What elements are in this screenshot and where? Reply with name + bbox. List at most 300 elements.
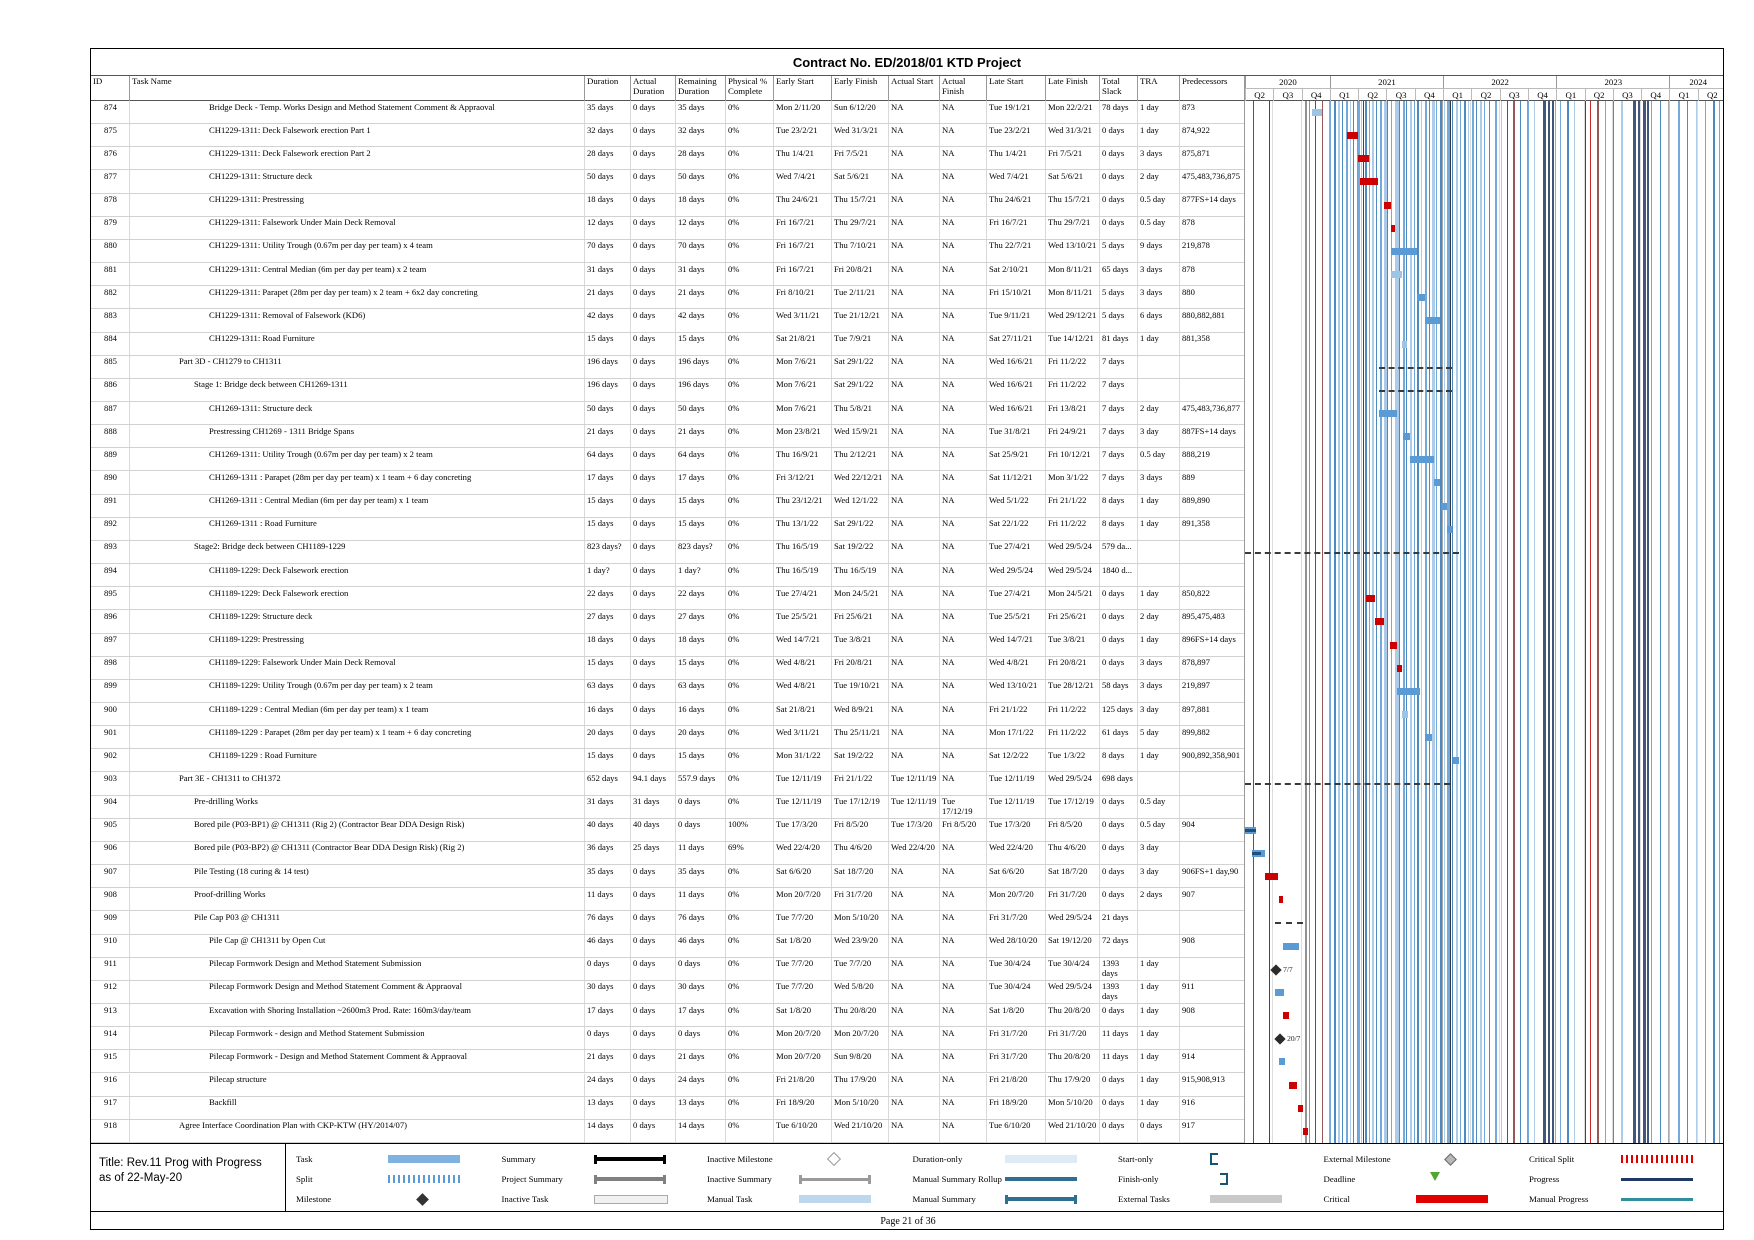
- task-name-cell: Pile Cap P03 @ CH1311: [129, 911, 584, 933]
- cell-id: 917: [104, 1097, 117, 1108]
- cell-d: 70 days: [584, 240, 630, 262]
- task-name-cell: Pilecap Formwork - design and Method Statement Submission: [129, 1027, 584, 1049]
- cell-ls: Tue 27/4/21: [986, 587, 1045, 609]
- cell-p: 0%: [725, 726, 773, 748]
- cell-ef: Fri 20/8/21: [831, 657, 888, 679]
- deadline-legend-swatch: [1430, 1172, 1440, 1186]
- cell-af: NA: [939, 147, 986, 169]
- cell-d: 18 days: [584, 194, 630, 216]
- cell-ls: Fri 15/10/21: [986, 286, 1045, 308]
- cell-ef: Thu 5/8/21: [831, 402, 888, 424]
- cell-af: NA: [939, 402, 986, 424]
- cell-p: 0%: [725, 680, 773, 702]
- cell-ad: 0 days: [630, 1074, 675, 1096]
- cell-p: 0%: [725, 657, 773, 679]
- cell-d: 196 days: [584, 379, 630, 401]
- cell-id: 879: [104, 217, 117, 228]
- gantt-link-line: [1548, 101, 1550, 1143]
- cell-tra: 3 day: [1137, 842, 1179, 864]
- cell-p: 0%: [725, 587, 773, 609]
- cell-p: 100%: [725, 819, 773, 841]
- cell-ef: Wed 12/1/22: [831, 495, 888, 517]
- cell-d: 42 days: [584, 309, 630, 331]
- table-row: [91, 865, 1244, 888]
- cell-lf: Mon 8/11/21: [1045, 286, 1099, 308]
- table-row: [91, 425, 1244, 448]
- cell-rd: 31 days: [675, 263, 725, 285]
- cell-af: NA: [939, 1050, 986, 1072]
- cell-ts: 8 days: [1099, 749, 1137, 771]
- cell-as: NA: [888, 703, 939, 725]
- cell-ls: Tue 25/5/21: [986, 610, 1045, 632]
- cell-ef: Mon 5/10/20: [831, 911, 888, 933]
- cell-ls: Fri 18/9/20: [986, 1097, 1045, 1119]
- cell-rd: 18 days: [675, 194, 725, 216]
- cell-lf: Wed 29/5/24: [1045, 772, 1099, 794]
- task-name-cell: Part 3E - CH1311 to CH1372: [129, 772, 584, 794]
- cell-ef: Thu 17/9/20: [831, 1074, 888, 1096]
- legend-items: [286, 1144, 1724, 1212]
- gantt-bar-task: [1312, 109, 1323, 116]
- cell-es: Mon 23/8/21: [773, 425, 831, 447]
- cell-tra: 0.5 day: [1137, 217, 1179, 239]
- gantt-bar-critical: [1279, 896, 1282, 903]
- cell-lf: Fri 11/2/22: [1045, 379, 1099, 401]
- cell-d: 823 days?: [584, 541, 630, 563]
- table-row: [91, 101, 1244, 124]
- cell-tra: 1 day: [1137, 1004, 1179, 1026]
- cell-lf: Mon 8/11/21: [1045, 263, 1099, 285]
- cell-d: 35 days: [584, 101, 630, 123]
- cell-d: 15 days: [584, 657, 630, 679]
- table-row: [91, 286, 1244, 309]
- column-header-ts: Total Slack: [1099, 76, 1137, 101]
- cell-es: Tue 12/11/19: [773, 772, 831, 794]
- cell-ef: Fri 21/1/22: [831, 772, 888, 794]
- cell-id: 911: [104, 958, 117, 969]
- cell-lf: Fri 31/7/20: [1045, 1027, 1099, 1049]
- table-row: [91, 495, 1244, 518]
- cell-d: 50 days: [584, 402, 630, 424]
- cell-lf: Mon 3/1/22: [1045, 471, 1099, 493]
- cell-as: NA: [888, 749, 939, 771]
- cell-as: NA: [888, 1074, 939, 1096]
- legend-item: [1108, 1169, 1314, 1189]
- cell-es: Mon 20/7/20: [773, 1027, 831, 1049]
- cell-tra: 0 days: [1137, 1120, 1179, 1142]
- cell-as: NA: [888, 448, 939, 470]
- cell-tra: 3 days: [1137, 657, 1179, 679]
- cell-ef: Thu 15/7/21: [831, 194, 888, 216]
- table-row: [91, 1004, 1244, 1027]
- table-row: [91, 170, 1244, 193]
- cell-af: NA: [939, 356, 986, 378]
- cell-pr: 887FS+14 days: [1179, 425, 1244, 447]
- cell-rd: 24 days: [675, 1074, 725, 1096]
- cell-tra: 1 day: [1137, 495, 1179, 517]
- cell-ts: 698 days: [1099, 772, 1137, 794]
- cell-ad: 0 days: [630, 309, 675, 331]
- cell-as: NA: [888, 657, 939, 679]
- gantt-link-line: [1574, 101, 1575, 1143]
- cell-pr: 219,897: [1179, 680, 1244, 702]
- gantt-link-line: [1417, 101, 1419, 1143]
- cell-ad: 0 days: [630, 101, 675, 123]
- cell-es: Fri 3/12/21: [773, 471, 831, 493]
- legend-column: [697, 1144, 903, 1212]
- cell-lf: Mon 22/2/21: [1045, 101, 1099, 123]
- cell-tra: [1137, 541, 1179, 563]
- cell-ef: Tue 7/9/21: [831, 333, 888, 355]
- table-row: [91, 657, 1244, 680]
- task-name-cell: CH1229-1311: Deck Falsework erection Part 2: [129, 147, 584, 169]
- gantt-bar-task: [1417, 294, 1425, 301]
- cell-ts: 65 days: [1099, 263, 1137, 285]
- cell-es: Wed 7/4/21: [773, 170, 831, 192]
- cell-es: Sat 21/8/21: [773, 703, 831, 725]
- cell-p: 0%: [725, 1120, 773, 1142]
- cell-pr: 899,882: [1179, 726, 1244, 748]
- table-row: [91, 263, 1244, 286]
- cell-es: Mon 31/1/22: [773, 749, 831, 771]
- cell-as: NA: [888, 958, 939, 980]
- cell-ts: 7 days: [1099, 471, 1137, 493]
- cell-es: Mon 7/6/21: [773, 402, 831, 424]
- timeline-quarter-label: Q4: [1415, 88, 1443, 101]
- cell-pr: 889,890: [1179, 495, 1244, 517]
- cell-d: 76 days: [584, 911, 630, 933]
- task-name-cell: Proof-drilling Works: [129, 888, 584, 910]
- cell-ef: Sat 29/1/22: [831, 356, 888, 378]
- cell-lf: Fri 11/2/22: [1045, 356, 1099, 378]
- legend-item: [1519, 1169, 1724, 1189]
- cell-id: 898: [104, 657, 117, 668]
- cell-ad: 0 days: [630, 587, 675, 609]
- cell-tra: 0.5 day: [1137, 796, 1179, 818]
- gantt-bar-critical: [1303, 1128, 1308, 1135]
- cell-p: 0%: [725, 935, 773, 957]
- table-row: [91, 680, 1244, 703]
- cell-d: 36 days: [584, 842, 630, 864]
- task-name-cell: CH1229-1311: Road Furniture: [129, 333, 584, 355]
- gantt-link-line: [1440, 101, 1442, 1143]
- cell-id: 882: [104, 286, 117, 297]
- cell-id: 916: [104, 1074, 117, 1084]
- cell-rd: 21 days: [675, 425, 725, 447]
- cell-af: NA: [939, 958, 986, 980]
- timeline-gridline: [1272, 101, 1273, 1143]
- cell-lf: Tue 28/12/21: [1045, 680, 1099, 702]
- cell-af: Fri 8/5/20: [939, 819, 986, 841]
- cell-as: NA: [888, 471, 939, 493]
- cell-es: Tue 23/2/21: [773, 124, 831, 146]
- task-name-cell: Backfill: [129, 1097, 584, 1119]
- cell-as: NA: [888, 425, 939, 447]
- cell-es: Sat 1/8/20: [773, 1004, 831, 1026]
- gantt-link-line: [1421, 101, 1422, 1143]
- cell-ad: 0 days: [630, 518, 675, 540]
- legend-item-label: Manual Summary Rollup: [912, 1174, 1002, 1184]
- cell-ls: Wed 7/4/21: [986, 170, 1045, 192]
- cell-p: 0%: [725, 865, 773, 887]
- cell-p: 0%: [725, 958, 773, 980]
- table-row: [91, 981, 1244, 1004]
- cell-pr: [1179, 772, 1244, 794]
- cell-pr: [1179, 1027, 1244, 1049]
- report-title-block: [91, 1144, 286, 1212]
- cell-d: 652 days: [584, 772, 630, 794]
- gantt-summary-bar: [1245, 783, 1450, 785]
- cell-es: Fri 16/7/21: [773, 240, 831, 262]
- gantt-link-line: [1342, 101, 1343, 1143]
- cell-es: Sat 6/6/20: [773, 865, 831, 887]
- cell-ad: 0 days: [630, 1120, 675, 1142]
- cell-id: 918: [104, 1120, 117, 1131]
- gantt-bar-task: [1425, 734, 1432, 741]
- gantt-link-line: [1468, 101, 1469, 1143]
- split-legend-swatch: [388, 1175, 460, 1183]
- cell-pr: 914: [1179, 1050, 1244, 1072]
- legend-item: [286, 1169, 492, 1189]
- cell-af: NA: [939, 333, 986, 355]
- cell-d: 50 days: [584, 170, 630, 192]
- gantt-link-line: [1425, 101, 1427, 1143]
- cell-lf: Fri 31/7/20: [1045, 888, 1099, 910]
- cell-ts: 0 days: [1099, 1004, 1137, 1026]
- cell-ls: Fri 31/7/20: [986, 911, 1045, 933]
- legend-item-label: Summary: [501, 1154, 536, 1164]
- cell-af: NA: [939, 634, 986, 656]
- cell-ls: Sat 11/12/21: [986, 471, 1045, 493]
- legend-item-label: Milestone: [296, 1194, 332, 1204]
- cell-rd: 196 days: [675, 356, 725, 378]
- cell-as: NA: [888, 587, 939, 609]
- cell-ts: 11 days: [1099, 1027, 1137, 1049]
- cell-ls: Sat 2/10/21: [986, 263, 1045, 285]
- cell-pr: 897,881: [1179, 703, 1244, 725]
- task-name-cell: Agree Interface Coordination Plan with CKP-KTW (HY/2014/07): [129, 1120, 584, 1142]
- cell-rd: 557.9 days: [675, 772, 725, 794]
- cell-as: NA: [888, 634, 939, 656]
- cell-pr: [1179, 842, 1244, 864]
- cell-ad: 0 days: [630, 402, 675, 424]
- gantt-link-line: [1403, 101, 1405, 1143]
- cell-ad: 0 days: [630, 217, 675, 239]
- gantt-bar-task: [1245, 827, 1256, 834]
- timeline-gridline: [1442, 101, 1443, 1143]
- cell-p: 0%: [725, 448, 773, 470]
- legend-item-label: Inactive Task: [501, 1194, 549, 1204]
- cell-id: 886: [104, 379, 117, 390]
- cell-tra: 2 days: [1137, 888, 1179, 910]
- task-name-cell: Bored pile (P03-BP2) @ CH1311 (Contractor Bear DDA Design Risk) (Rig 2): [129, 842, 584, 864]
- cell-ls: Sat 12/2/22: [986, 749, 1045, 771]
- cell-es: Tue 7/7/20: [773, 981, 831, 1003]
- gantt-link-line: [1501, 101, 1502, 1143]
- cell-id: 893: [104, 541, 117, 552]
- cell-p: 0%: [725, 1074, 773, 1096]
- cell-ef: Sat 18/7/20: [831, 865, 888, 887]
- gantt-link-line: [1450, 101, 1451, 1143]
- legend-item-label: Inactive Summary: [707, 1174, 772, 1184]
- cell-p: 0%: [725, 379, 773, 401]
- cell-ls: Tue 12/11/19: [986, 796, 1045, 818]
- cell-d: 40 days: [584, 819, 630, 841]
- cell-p: 0%: [725, 217, 773, 239]
- column-header-id: ID: [93, 76, 103, 86]
- cell-ad: 25 days: [630, 842, 675, 864]
- cell-ad: 0 days: [630, 147, 675, 169]
- cell-af: NA: [939, 286, 986, 308]
- cell-id: 890: [104, 471, 117, 482]
- cell-pr: 906FS+1 day,90: [1179, 865, 1244, 887]
- cell-pr: 907: [1179, 888, 1244, 910]
- gantt-link-line: [1705, 101, 1706, 1143]
- table-row: [91, 379, 1244, 402]
- cell-rd: 17 days: [675, 1004, 725, 1026]
- legend-item-label: External Tasks: [1118, 1194, 1170, 1204]
- table-row: [91, 147, 1244, 170]
- cell-p: 0%: [725, 124, 773, 146]
- cell-p: 0%: [725, 425, 773, 447]
- cell-id: 895: [104, 587, 117, 598]
- gantt-link-line: [1414, 101, 1415, 1143]
- timeline-year-label: 2020: [1245, 76, 1330, 88]
- task-name-cell: CH1189-1229: Prestressing: [129, 634, 584, 656]
- cell-ef: Tue 17/12/19: [831, 796, 888, 818]
- cell-ef: Tue 7/7/20: [831, 958, 888, 980]
- cell-as: NA: [888, 147, 939, 169]
- cell-ef: Fri 7/5/21: [831, 147, 888, 169]
- cell-id: 914: [104, 1027, 117, 1038]
- task-name-cell: Pre-drilling Works: [129, 796, 584, 818]
- table-row: [91, 610, 1244, 633]
- cell-ef: Wed 23/9/20: [831, 935, 888, 957]
- table-row: [91, 1074, 1244, 1097]
- cell-af: NA: [939, 772, 986, 794]
- cell-lf: Fri 13/8/21: [1045, 402, 1099, 424]
- cell-ts: 8 days: [1099, 495, 1137, 517]
- cell-pr: 895,475,483: [1179, 610, 1244, 632]
- cell-pr: 877FS+14 days: [1179, 194, 1244, 216]
- cell-ls: Thu 24/6/21: [986, 194, 1045, 216]
- cell-es: Fri 8/10/21: [773, 286, 831, 308]
- cell-as: NA: [888, 911, 939, 933]
- cell-lf: Wed 13/10/21: [1045, 240, 1099, 262]
- crit-split-legend-swatch: [1621, 1155, 1693, 1163]
- gantt-summary-bar: [1379, 367, 1452, 369]
- gantt-bar-task: [1441, 503, 1447, 510]
- table-row: [91, 124, 1244, 147]
- gantt-link-line: [1651, 101, 1652, 1143]
- cell-as: NA: [888, 610, 939, 632]
- timeline-year-label: 2023: [1556, 76, 1669, 88]
- cell-af: NA: [939, 865, 986, 887]
- timeline-header: [1244, 76, 1724, 101]
- cell-ls: Thu 22/7/21: [986, 240, 1045, 262]
- legend-item-label: External Milestone: [1323, 1154, 1391, 1164]
- gantt-link-line: [1527, 101, 1529, 1143]
- cell-pr: 916: [1179, 1097, 1244, 1119]
- cell-ef: Fri 20/8/21: [831, 263, 888, 285]
- timeline-quarter-label: Q2: [1471, 88, 1499, 101]
- cell-d: 16 days: [584, 703, 630, 725]
- cell-id: 907: [104, 865, 117, 876]
- cell-pr: 880: [1179, 286, 1244, 308]
- legend-item-label: Inactive Milestone: [707, 1154, 773, 1164]
- cell-ts: 0 days: [1099, 587, 1137, 609]
- gantt-bar-task: [1379, 410, 1397, 417]
- gantt-progress-line: [1245, 829, 1256, 832]
- cell-es: Mon 7/6/21: [773, 379, 831, 401]
- cell-ef: Sat 5/6/21: [831, 170, 888, 192]
- cell-id: 913: [104, 1004, 117, 1015]
- cell-p: 0%: [725, 634, 773, 656]
- cell-p: 0%: [725, 796, 773, 818]
- cell-lf: Wed 29/5/24: [1045, 541, 1099, 563]
- timeline-quarter-label: Q1: [1669, 88, 1697, 101]
- cell-p: 0%: [725, 170, 773, 192]
- cell-tra: 5 day: [1137, 726, 1179, 748]
- table-row: [91, 1050, 1244, 1073]
- cell-rd: 1 day?: [675, 564, 725, 586]
- timeline-year-label: 2024: [1669, 76, 1724, 88]
- cell-ad: 0 days: [630, 333, 675, 355]
- table-row: [91, 471, 1244, 494]
- cell-pr: 878: [1179, 217, 1244, 239]
- cell-p: 0%: [725, 147, 773, 169]
- cell-ad: 0 days: [630, 911, 675, 933]
- cell-ls: Mon 17/1/22: [986, 726, 1045, 748]
- cell-tra: 1 day: [1137, 518, 1179, 540]
- gantt-link-line: [1410, 101, 1412, 1143]
- task-name-cell: Pilecap Formwork Design and Method Statement Submission: [129, 958, 584, 980]
- cell-lf: Thu 20/8/20: [1045, 1004, 1099, 1026]
- cell-tra: 1 day: [1137, 981, 1179, 1003]
- cell-d: 28 days: [584, 147, 630, 169]
- cell-ef: Sat 29/1/22: [831, 379, 888, 401]
- cell-lf: Tue 17/12/19: [1045, 796, 1099, 818]
- gantt-milestone-date-label: 20/7: [1287, 1034, 1301, 1044]
- gantt-bar-task: [1252, 850, 1265, 857]
- cell-id: 906: [104, 842, 117, 853]
- cell-af: Tue 17/12/19: [939, 796, 986, 818]
- cell-lf: Tue 1/3/22: [1045, 749, 1099, 771]
- cell-ad: 0 days: [630, 634, 675, 656]
- gantt-summary-bar: [1245, 552, 1459, 554]
- cell-tra: 3 days: [1137, 263, 1179, 285]
- cell-rd: 15 days: [675, 657, 725, 679]
- table-row: [91, 935, 1244, 958]
- cell-ls: Wed 5/1/22: [986, 495, 1045, 517]
- timeline-quarter-label: Q2: [1245, 88, 1273, 101]
- cell-es: Sat 1/8/20: [773, 935, 831, 957]
- cell-lf: Fri 21/1/22: [1045, 495, 1099, 517]
- cell-ts: 579 da...: [1099, 541, 1137, 563]
- cell-es: Sat 21/8/21: [773, 333, 831, 355]
- ext-task-legend-swatch: [1210, 1195, 1282, 1203]
- task-name-cell: CH1269-1311 : Central Median (6m per day per team) x 1 team: [129, 495, 584, 517]
- cell-tra: [1137, 356, 1179, 378]
- cell-af: NA: [939, 726, 986, 748]
- cell-ts: 7 days: [1099, 356, 1137, 378]
- gantt-link-line: [1330, 101, 1331, 1143]
- cell-p: 0%: [725, 402, 773, 424]
- cell-lf: Sat 18/7/20: [1045, 865, 1099, 887]
- cell-pr: 891,358: [1179, 518, 1244, 540]
- cell-rd: 0 days: [675, 958, 725, 980]
- cell-id: 884: [104, 333, 117, 344]
